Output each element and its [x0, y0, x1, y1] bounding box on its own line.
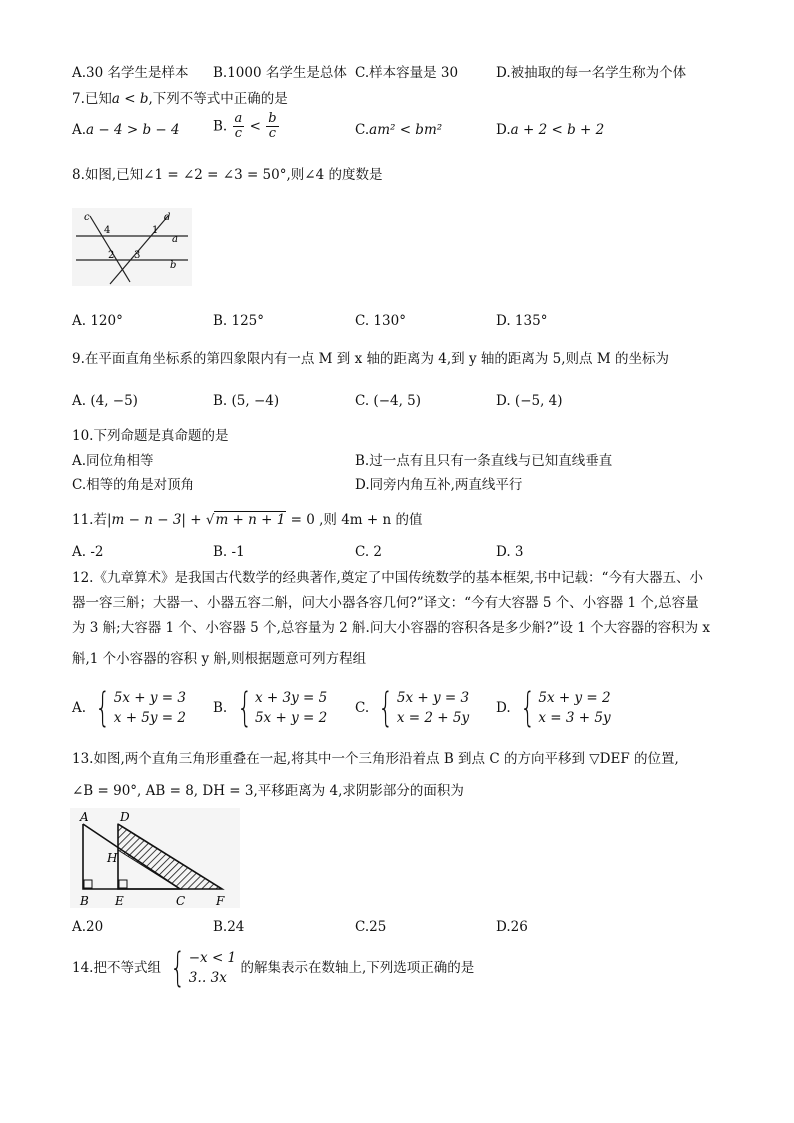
q7-option-d: D.a + 2 < b + 2: [496, 122, 605, 138]
q9-stem: 9.在平面直角坐标系的第四象限内有一点 M 到 x 轴的距离为 4,到 y 轴的距离为 5,则点 M 的坐标为: [72, 351, 669, 367]
q13-line-2: ∠B = 90°, AB = 8, DH = 3,平移距离为 4,求阴影部分的面积为: [72, 783, 464, 799]
q14-stem: 14.把不等式组 { −x < 1 3‥ 3x 的解集表示在数轴上,下列选项正确的是: [72, 945, 475, 991]
q11-option-b: B. -1: [213, 544, 245, 560]
q10-option-d: D.同旁内角互补,两直线平行: [355, 477, 523, 493]
angle-4-label: 4: [104, 225, 111, 236]
q9-option-d: D. (−5, 4): [496, 393, 563, 409]
q9-option-b: B. (5, −4): [213, 393, 280, 409]
q10-option-c: C.相等的角是对顶角: [72, 477, 195, 493]
q6-option-b: B.1000 名学生是总体: [213, 65, 347, 81]
label-b: b: [170, 260, 177, 271]
q11-sqrt-radicand: m + n + 1: [215, 512, 286, 528]
label-C: C: [176, 894, 186, 908]
q12-line-4: 斛,1 个小容器的容积 y 斛,则根据题意可列方程组: [72, 651, 367, 667]
label-H: H: [107, 851, 118, 865]
q13-option-b: B.24: [213, 919, 245, 935]
q12-option-d: D. { 5x + y = 2 x = 3 + 5y: [496, 685, 611, 731]
q8-option-a: A. 120°: [72, 313, 123, 329]
q12-system-c: { 5x + y = 3 x = 2 + 5y: [378, 685, 470, 731]
label-A: A: [80, 810, 89, 824]
q8-parallel-lines-figure: [72, 208, 192, 286]
q6-option-d: D.被抽取的每一名学生称为个体: [496, 65, 687, 81]
q12-line-3: 为 3 斛;大容器 1 个、小容器 5 个,总容量为 2 斛.问大小容器的容积各是多少斛?”设 1 个大容器的容积为 x: [72, 620, 711, 636]
q12-system-b: { x + 3y = 5 5x + y = 2: [236, 685, 328, 731]
q11-option-c: C. 2: [355, 544, 383, 560]
q12-option-c: C. { 5x + y = 3 x = 2 + 5y: [355, 685, 470, 731]
angle-3-label: 3: [134, 250, 141, 261]
q7-stem-suffix: ,下列不等式中正确的是: [148, 91, 288, 107]
q6-option-c: C.样本容量是 30: [355, 65, 459, 81]
brace-icon: {: [236, 685, 252, 731]
label-a: a: [172, 234, 178, 245]
label-c: c: [84, 212, 90, 223]
q6-option-a: A.30 名学生是样本: [72, 65, 189, 81]
q7-fraction-b-over-c: $\frac{b}{c}$: [268, 111, 277, 141]
q12-line-2: 器一容三斛；大器一、小器五容二斛，问大小器各容几何?”译文：“今有大容器 5 个、小容器 1 个,总容量: [72, 595, 699, 611]
q12-line-1: 12.《九章算术》是我国古代数学的经典著作,奠定了中国传统数学的基本框架,书中记载：“今有大器五、小: [72, 570, 703, 586]
q10-option-b: B.过一点有且只有一条直线与已知直线垂直: [355, 453, 613, 469]
label-B: B: [80, 894, 89, 908]
q13-option-c: C.25: [355, 919, 387, 935]
q7-fraction-a-over-c: $\frac{a}{c}$: [234, 111, 243, 141]
q7-stem: [72, 90, 288, 108]
q10-stem: 10.下列命题是真命题的是: [72, 428, 229, 444]
label-D: D: [120, 810, 130, 824]
q8-option-d: D. 135°: [496, 313, 548, 329]
label-F: F: [216, 894, 225, 908]
label-E: E: [115, 894, 124, 908]
q13-option-a: A.20: [72, 919, 104, 935]
q12-system-d: { 5x + y = 2 x = 3 + 5y: [520, 685, 611, 731]
q9-option-a: A. (4, −5): [72, 393, 138, 409]
angle-1-label: 1: [152, 225, 159, 236]
brace-icon: {: [378, 685, 394, 731]
q12-system-a: { 5x + y = 3 x + 5y = 2: [95, 685, 187, 731]
q9-option-c: C. (−4, 5): [355, 393, 422, 409]
q11-absolute-value: |m − n − 3| +: [106, 512, 206, 528]
q11-option-d: D. 3: [496, 544, 524, 560]
brace-icon: {: [95, 685, 111, 731]
angle-2-label: 2: [108, 250, 115, 261]
brace-icon: {: [170, 945, 186, 991]
q13-option-d: D.26: [496, 919, 528, 935]
q14-inequality-system: { −x < 1 3‥ 3x: [170, 945, 237, 991]
q10-option-a: A.同位角相等: [72, 453, 154, 469]
q8-option-c: C. 130°: [355, 313, 406, 329]
q13-triangles-figure: [70, 808, 240, 908]
q7-option-b: B. $\frac{a}{c}$ < $\frac{b}{c}$: [213, 111, 277, 141]
sqrt-icon: √: [205, 512, 215, 528]
q12-option-b: B. { x + 3y = 5 5x + y = 2: [213, 685, 328, 731]
label-d: d: [164, 212, 171, 223]
q8-option-b: B. 125°: [213, 313, 265, 329]
q8-stem: 8.如图,已知∠1 = ∠2 = ∠3 = 50°,则∠4 的度数是: [72, 167, 383, 183]
q11-option-a: A. -2: [72, 544, 104, 560]
q12-option-a: A. { 5x + y = 3 x + 5y = 2: [72, 685, 187, 731]
brace-icon: {: [520, 685, 536, 731]
q7-option-a: A.a − 4 > b − 4: [72, 122, 180, 138]
q7-option-c: C.am² < bm²: [355, 122, 443, 138]
q7-condition: a < b: [111, 91, 149, 107]
q8-figure-background: [72, 208, 192, 286]
q13-line-1: 13.如图,两个直角三角形重叠在一起,将其中一个三角形沿着点 B 到点 C 的方向平移到 ▽DEF 的位置,: [72, 751, 679, 767]
q11-stem: 11.若|m − n − 3| + √m + n + 1 = 0 ,则 4m + n 的值: [72, 512, 423, 528]
q7-stem-prefix: 7.已知: [72, 91, 112, 107]
